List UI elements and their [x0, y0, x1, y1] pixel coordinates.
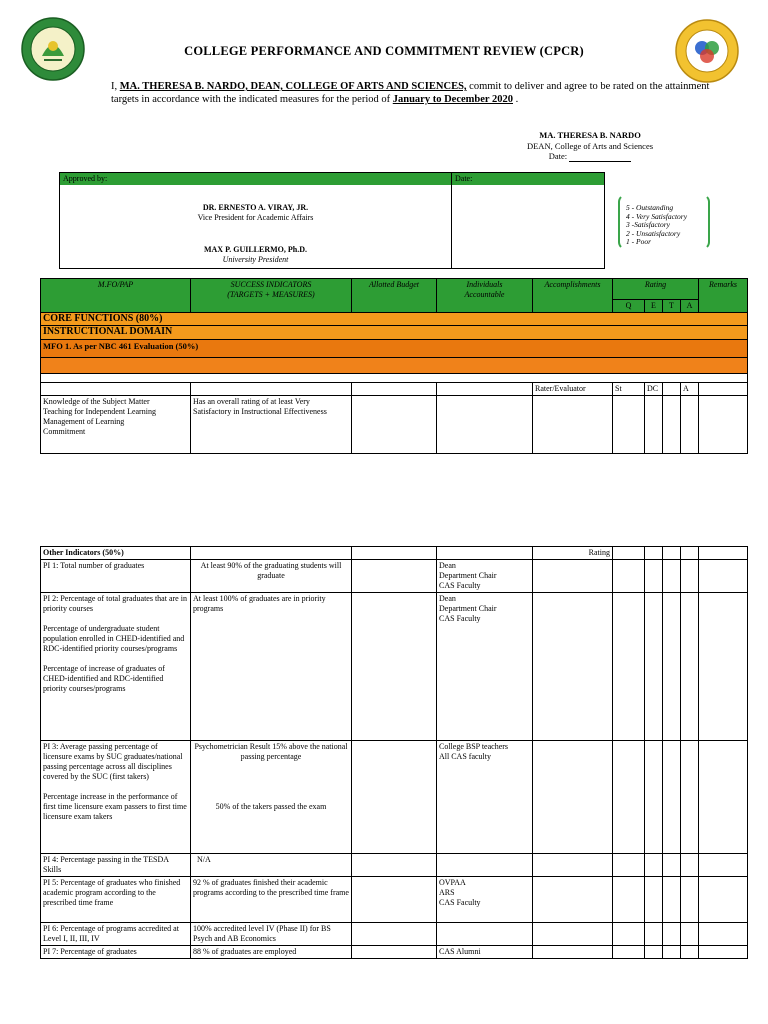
table-row-success: Has an overall rating of at least Very Satisfactory in Instructional Effectiveness: [191, 396, 352, 454]
signatory-position: DEAN, College of Arts and Sciences: [526, 140, 654, 151]
header-rating: Rating: [613, 279, 699, 300]
legend-item: 3 -Satisfactory: [626, 220, 670, 230]
commitment-statement: I, MA. THERESA B. NARDO, DEAN, COLLEGE OF ARTS AND SCIENCES, commit to deliver and agree to be rated on the attainment targets in accordance with the indicated measures for the period of January to December 2020 .: [111, 81, 710, 105]
signature-block: [470, 130, 710, 162]
table-row: PI 5: Percentage of graduates who finished academic program according to the prescribed time frame 92 % of graduates finished their academic programs according to the prescribed time frame OVPAA ARS CAS Faculty: [41, 877, 748, 923]
header-mfo: M.FO/PAP: [41, 279, 191, 313]
header-accomplishments: Accomplishments: [533, 279, 613, 313]
rater-evaluator-label: Rater/Evaluator: [533, 383, 613, 396]
table-row: PI 2: Percentage of total graduates that are in priority courses Percentage of undergraduate student population enrolled in CHED-identified and RDC-identified priority courses/programs Percentage of increase of graduates of CHED-identified and RDC-identified priority courses/programs At least 100% of graduates are in priority programs Dean Department Chair CAS Faculty: [41, 593, 748, 741]
legend-item: 1 - Poor: [626, 237, 651, 247]
dean-name-title: MA. THERESA B. NARDO, DEAN, COLLEGE OF ARTS AND SCIENCES,: [119, 81, 467, 92]
blank-row: [41, 374, 748, 383]
president-title: University President: [222, 255, 289, 264]
header-success-indicators: SUCCESS INDICATORS (TARGETS + MEASURES): [191, 279, 352, 313]
table-row: PI 3: Average passing percentage of licensure exams by SUC graduates/national passing percentage across all disciplines covered by the SUC (first takers) Percentage increase in the performance of first time licensure exam passers to first time licensure exam takers Psychometrician Result 15% above the national passing percentage 50% of the takers passed the exam College BSP teachers All CAS faculty: [41, 741, 748, 854]
table-row: PI 4: Percentage passing in the TESDA Skills N/A: [41, 854, 748, 877]
legend-item: 5 - Outstanding: [626, 203, 674, 212]
president-name: MAX P. GUILLERMO, Ph.D.: [203, 245, 308, 254]
core-functions-label: CORE FUNCTIONS (80%): [41, 313, 748, 326]
signature-date-field[interactable]: [569, 154, 631, 162]
header-t: T: [663, 300, 681, 313]
table-row: PI 7: Percentage of graduates 88 % of graduates are employed CAS Alumni: [41, 946, 748, 959]
approved-by-label: Approved by:: [60, 173, 451, 185]
page-title: COLLEGE PERFORMANCE AND COMMITMENT REVIEW (CPCR): [184, 44, 584, 58]
signature-date-label: Date:: [548, 151, 568, 161]
other-indicators-title: Other Indicators (50%): [41, 547, 191, 560]
sub-st: St: [613, 383, 645, 396]
header-e: E: [645, 300, 663, 313]
header-q: Q: [613, 300, 645, 313]
header-allotted-budget: Allotted Budget: [352, 279, 437, 313]
sub-dc: DC: [645, 383, 663, 396]
header-a: A: [681, 300, 699, 313]
instructional-domain-label: INSTRUCTIONAL DOMAIN: [41, 326, 748, 340]
core-functions-table: [40, 278, 748, 454]
legend-item: 2 - Unsatisfactory: [626, 228, 681, 238]
header-individuals-accountable: Individuals Accountable: [437, 279, 533, 313]
table-row: PI 6: Percentage of programs accredited at Level I, II, III, IV 100% accredited level IV (Phase II) for BS Psych and AB Economics: [41, 923, 748, 946]
sub-a: A: [681, 383, 699, 396]
rating-legend: [618, 194, 710, 250]
other-indicators-table: [40, 546, 748, 959]
legend-item: 4 - Very Satisfactory: [626, 211, 688, 221]
other-rating-label: Rating: [533, 547, 613, 560]
approval-box: [59, 172, 605, 269]
table-row: PI 1: Total number of graduates At least 90% of the graduating students will graduate Dean Department Chair CAS Faculty: [41, 560, 748, 593]
vp-title: Vice President for Academic Affairs: [197, 213, 314, 222]
orange-spacer-row: [41, 358, 748, 374]
signatory-name: MA. THERESA B. NARDO: [539, 130, 641, 140]
table-row-mfo: Knowledge of the Subject Matter Teaching for Independent Learning Management of Learning Commitment: [41, 396, 191, 454]
rating-period: January to December 2020: [392, 94, 513, 105]
header-remarks: Remarks: [699, 279, 748, 313]
mfo1-label: MFO 1. As per NBC 461 Evaluation (50%): [41, 340, 748, 358]
vp-name: DR. ERNESTO A. VIRAY, JR.: [202, 203, 309, 212]
approval-date-label: Date:: [452, 173, 604, 185]
